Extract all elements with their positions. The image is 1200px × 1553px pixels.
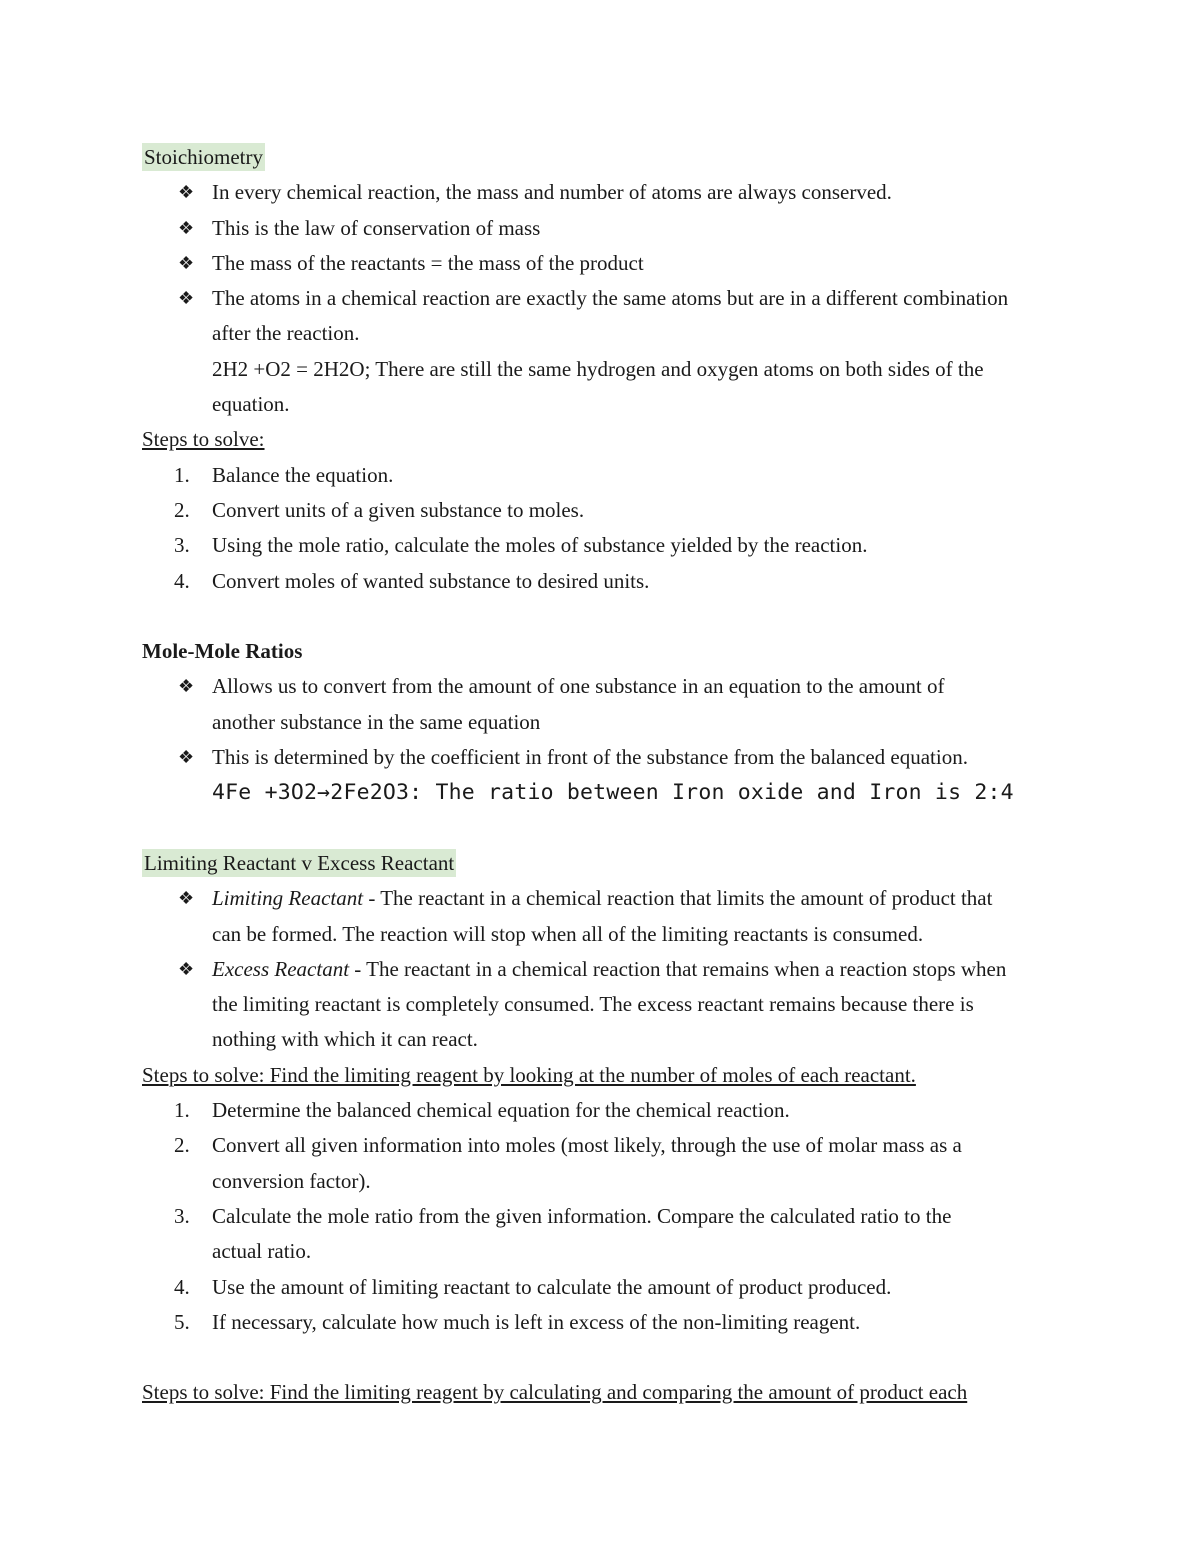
step-number: 2. [174,1133,190,1158]
numbered-step: 3. Using the mole ratio, calculate the moles of substance yielded by the reaction. [142,528,1062,563]
spacer [142,599,1062,634]
diamond-bullet-icon: ❖ [178,676,195,697]
step-number: 4. [174,1274,190,1299]
step-number: 4. [174,568,190,593]
list-item: ❖ This is the law of conservation of mass [142,211,1062,246]
numbered-step: 1. Balance the equation. [142,458,1062,493]
numbered-step: 3. Calculate the mole ratio from the given information. Compare the calculated ratio to the [142,1199,1062,1234]
list-item-continuation: actual ratio. [212,1239,312,1264]
diamond-bullet-icon: ❖ [178,888,195,909]
list-item-continuation: the limiting reactant is completely consumed. The excess reactant remains because there is [212,992,974,1017]
list-item: ❖ Allows us to convert from the amount of one substance in an equation to the amount of [142,669,1062,704]
term: Excess Reactant [212,956,350,981]
highlighted-heading: Limiting Reactant v Excess Reactant [144,850,455,875]
equation-example: 4Fe +3O2→2Fe2O3: The ratio between Iron oxide and Iron is 2:4 [212,780,1014,806]
list-item-continuation: equation. [212,392,290,417]
diamond-bullet-icon: ❖ [178,182,195,203]
term: Limiting Reactant [212,886,364,911]
step-number: 1. [174,1098,190,1123]
numbered-step: 1. Determine the balanced chemical equation for the chemical reaction. [142,1093,1062,1128]
diamond-bullet-icon: ❖ [178,217,195,238]
numbered-step: 4. Use the amount of limiting reactant to calculate the amount of product produced. [142,1270,1062,1305]
equation-example: 2H2 +O2 = 2H2O; There are still the same hydrogen and oxygen atoms on both sides of the [212,356,984,381]
list-item-continuation: nothing with which it can react. [212,1027,478,1052]
step-number: 3. [174,1203,190,1228]
list-item-continuation: conversion factor). [212,1168,371,1193]
highlighted-heading: Stoichiometry [144,145,263,169]
numbered-step: 2. Convert units of a given substance to moles. [142,493,1062,528]
steps-heading: Steps to solve: Find the limiting reagent by calculating and comparing the amount of product each [142,1380,968,1405]
steps-heading: Steps to solve: [142,427,265,452]
spacer [142,811,1062,846]
numbered-step: 4. Convert moles of wanted substance to desired units. [142,564,1062,599]
list-item-continuation: can be formed. The reaction will stop when all of the limiting reactants is consumed. [212,921,924,946]
numbered-step: 5. If necessary, calculate how much is left in excess of the non-limiting reagent. [142,1305,1062,1340]
step-number: 3. [174,533,190,558]
document-page [142,140,1062,1411]
diamond-bullet-icon: ❖ [178,958,195,979]
list-item-continuation: another substance in the same equation [212,709,541,734]
list-item: ❖ This is determined by the coefficient in front of the substance from the balanced equation. [142,740,1062,775]
step-number: 5. [174,1309,190,1334]
step-number: 2. [174,497,190,522]
list-item: ❖ The mass of the reactants = the mass of the product [142,246,1062,281]
numbered-step: 2. Convert all given information into moles (most likely, through the use of molar mass as a [142,1128,1062,1163]
section-heading-mole-ratios: Mole-Mole Ratios [142,639,303,664]
section-heading-stoichiometry [142,140,1062,175]
step-number: 1. [174,462,190,487]
diamond-bullet-icon: ❖ [178,288,195,309]
list-item-continuation: after the reaction. [212,321,360,346]
list-item: ❖ Excess Reactant - The reactant in a chemical reaction that remains when a reaction stops when [142,952,1062,987]
section-heading-limiting [142,846,1062,881]
diamond-bullet-icon: ❖ [178,747,195,768]
list-item: ❖ The atoms in a chemical reaction are exactly the same atoms but are in a different combination [142,281,1062,316]
diamond-bullet-icon: ❖ [178,252,195,273]
spacer [142,1340,1062,1375]
list-item: ❖ In every chemical reaction, the mass and number of atoms are always conserved. [142,175,1062,210]
list-item: ❖ Limiting Reactant - The reactant in a chemical reaction that limits the amount of product that [142,881,1062,916]
steps-heading: Steps to solve: Find the limiting reagent by looking at the number of moles of each reactant. [142,1062,916,1087]
